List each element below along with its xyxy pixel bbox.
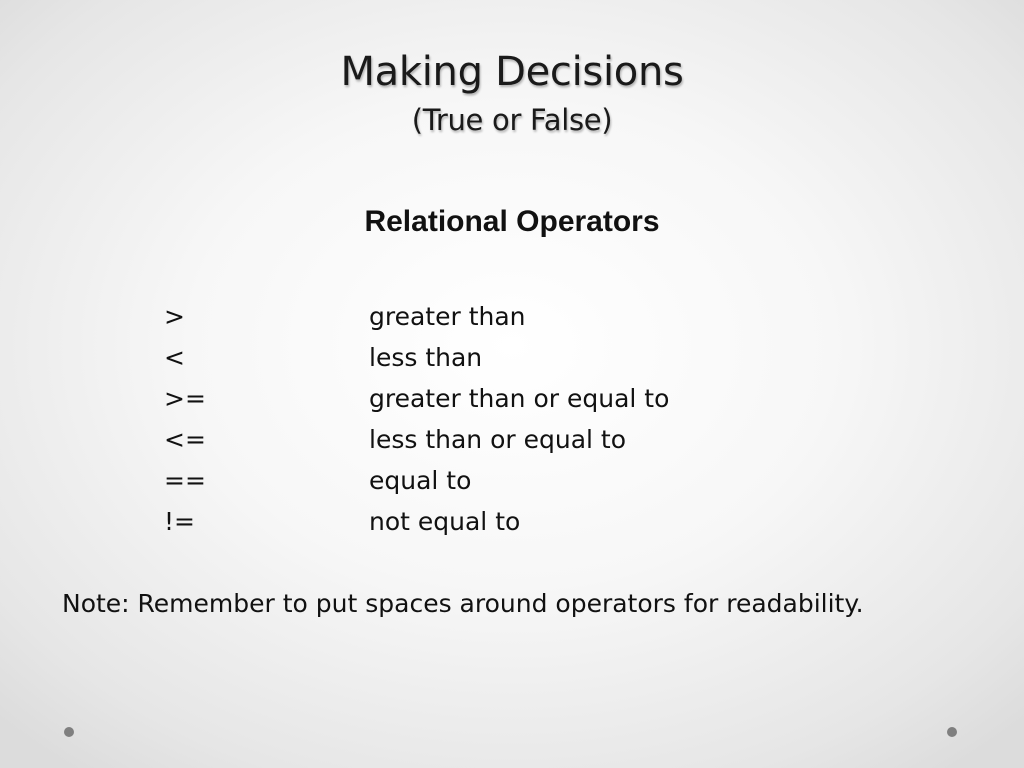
operator-row [0, 378, 1024, 419]
operator-meaning: greater than or equal to [369, 384, 670, 413]
operator-symbol: != [164, 507, 195, 536]
operator-meaning: less than or equal to [369, 425, 627, 454]
operator-row [0, 460, 1024, 501]
section-heading: Relational Operators [364, 205, 660, 238]
operator-symbol: == [164, 466, 206, 495]
operator-meaning: greater than [369, 302, 526, 331]
slide-title: Making Decisions [340, 49, 684, 95]
operator-list [0, 296, 1024, 542]
operator-symbol: <= [164, 425, 206, 454]
note-text: Note: Remember to put spaces around operators for readability. [62, 589, 864, 618]
operator-symbol: < [164, 343, 185, 372]
operator-row [0, 501, 1024, 542]
corner-dot-right [947, 727, 957, 737]
operator-symbol: > [164, 302, 185, 331]
operator-meaning: less than [369, 343, 483, 372]
operator-meaning: not equal to [369, 507, 521, 536]
operator-symbol: >= [164, 384, 206, 413]
corner-dot-left [64, 727, 74, 737]
operator-meaning: equal to [369, 466, 472, 495]
operator-row [0, 419, 1024, 460]
slide-subtitle: (True or False) [411, 103, 613, 137]
operator-row [0, 337, 1024, 378]
operator-row [0, 296, 1024, 337]
